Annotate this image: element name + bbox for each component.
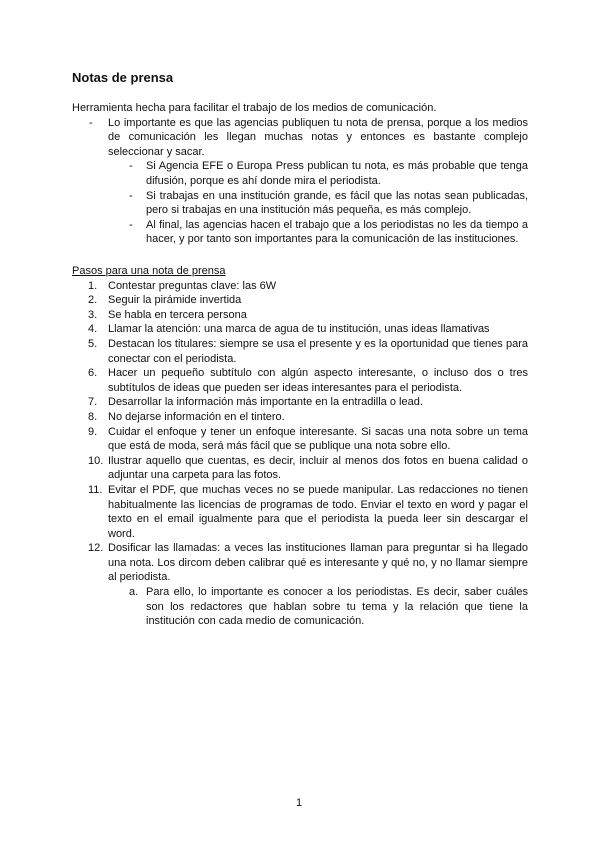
list-item (72, 454, 528, 483)
list-item (72, 395, 528, 410)
step-number: 3. (88, 308, 98, 321)
list-item (72, 483, 528, 541)
page-number: 1 (296, 797, 303, 809)
list-item (72, 279, 528, 294)
list-item (72, 337, 528, 366)
item-text: Contestar preguntas clave: las 6W (108, 279, 277, 292)
item-text: Al final, las agencias hacen el trabajo que a los periodistas no les da tiempo a hacer, y por tanto son importantes para la comunicación de las instituciones. (146, 218, 528, 246)
list-item (72, 322, 528, 337)
step-number: 7. (88, 396, 98, 409)
step-number: 2. (88, 294, 98, 307)
item-text: Si Agencia EFE o Europa Press publican tu nota, es más probable que tenga difusión, porque es ahí donde mira el periodista. (146, 160, 528, 187)
document-title: Notas de prensa (72, 70, 174, 85)
step-number: 5. (88, 337, 98, 350)
item-text: Evitar el PDF, que muchas veces no se puede manipular. Las redacciones no tienen habitualmente las licencias de programas de todo. Enviar el texto en word y pagar el texto en el email igualmente para que el periodista la pueda leer sin descargar el word. (108, 483, 528, 540)
step-number: 9. (88, 425, 98, 438)
step-number: 8. (88, 410, 98, 423)
item-text: Hacer un pequeño subtítulo con algún aspecto interesante, o incluso dos o tres subtítulos de ideas que pueden ser ideas interesantes para el periodista. (108, 367, 528, 394)
item-text: Desarrollar la información más importante en la entradilla o lead. (108, 396, 423, 409)
list-item (72, 541, 528, 585)
steps-list (72, 279, 528, 629)
item-text: Ilustrar aquello que cuentas, es decir, incluir al menos dos fotos en buena calidad o adjuntar una carpeta para las fotos. (108, 454, 528, 482)
step-number: 6. (88, 367, 98, 380)
step-number: 11. (88, 483, 103, 496)
list-item (72, 308, 528, 323)
item-text: No dejarse información en el tintero. (108, 410, 285, 423)
item-text: Cuidar el enfoque y tener un enfoque interesante. Si sacas una nota sobre un tema que está de moda, será más fácil que se publique una nota sobre ello. (108, 425, 528, 453)
substep-letter: a. (129, 586, 139, 599)
item-text: Si trabajas en una institución grande, es fácil que las notas sean publicadas, pero si trabajas en una institución más pequeña, es más complejo. (146, 189, 528, 217)
step-number: 10. (88, 454, 104, 467)
intro-paragraph: Herramienta hecha para facilitar el trabajo de los medios de comunicación. (72, 102, 437, 114)
item-text: Se habla en tercera persona (108, 308, 247, 321)
list-item (72, 366, 528, 395)
item-text: Llamar la atención: una marca de agua de tu institución, unas ideas llamativas (108, 323, 490, 336)
item-text: Destacan los titulares: siempre se usa el presente y es la oportunidad que tienes para conectar con el periodista. (108, 337, 528, 365)
bullet-list (72, 116, 528, 247)
list-item (72, 410, 528, 425)
step-number: 4. (88, 323, 98, 336)
bullet-dash: - (129, 189, 133, 202)
list-item (72, 189, 528, 218)
section-heading: Pasos para una nota de prensa (72, 265, 226, 277)
item-text: Dosificar las llamadas: a veces las instituciones llaman para preguntar si ha llegado una nota. Los dircom deben calibrar qué es interesante y qué no, y no llamar siempre al periodista. (108, 542, 528, 584)
list-item (72, 293, 528, 308)
list-item (72, 585, 528, 629)
list-item (72, 218, 528, 247)
bullet-dash: - (129, 218, 133, 231)
step-number: 12. (88, 542, 104, 555)
list-item (72, 425, 528, 454)
bullet-dash: - (89, 116, 93, 129)
bullet-dash: - (129, 160, 133, 173)
list-item (72, 116, 528, 160)
item-text: Seguir la pirámide invertida (108, 294, 242, 307)
step-number: 1. (88, 279, 98, 292)
list-item (72, 159, 528, 188)
item-text: Lo importante es que las agencias publiquen tu nota de prensa, porque a los medios de comunicación les llegan muchas notas y entonces es bastante complejo seleccionar y sacar. (108, 116, 528, 158)
item-text: Para ello, lo importante es conocer a los periodistas. Es decir, saber cuáles son los redactores que hablan sobre tu tema y la relación que tiene la institución con cada medio de comunicación. (146, 586, 528, 628)
